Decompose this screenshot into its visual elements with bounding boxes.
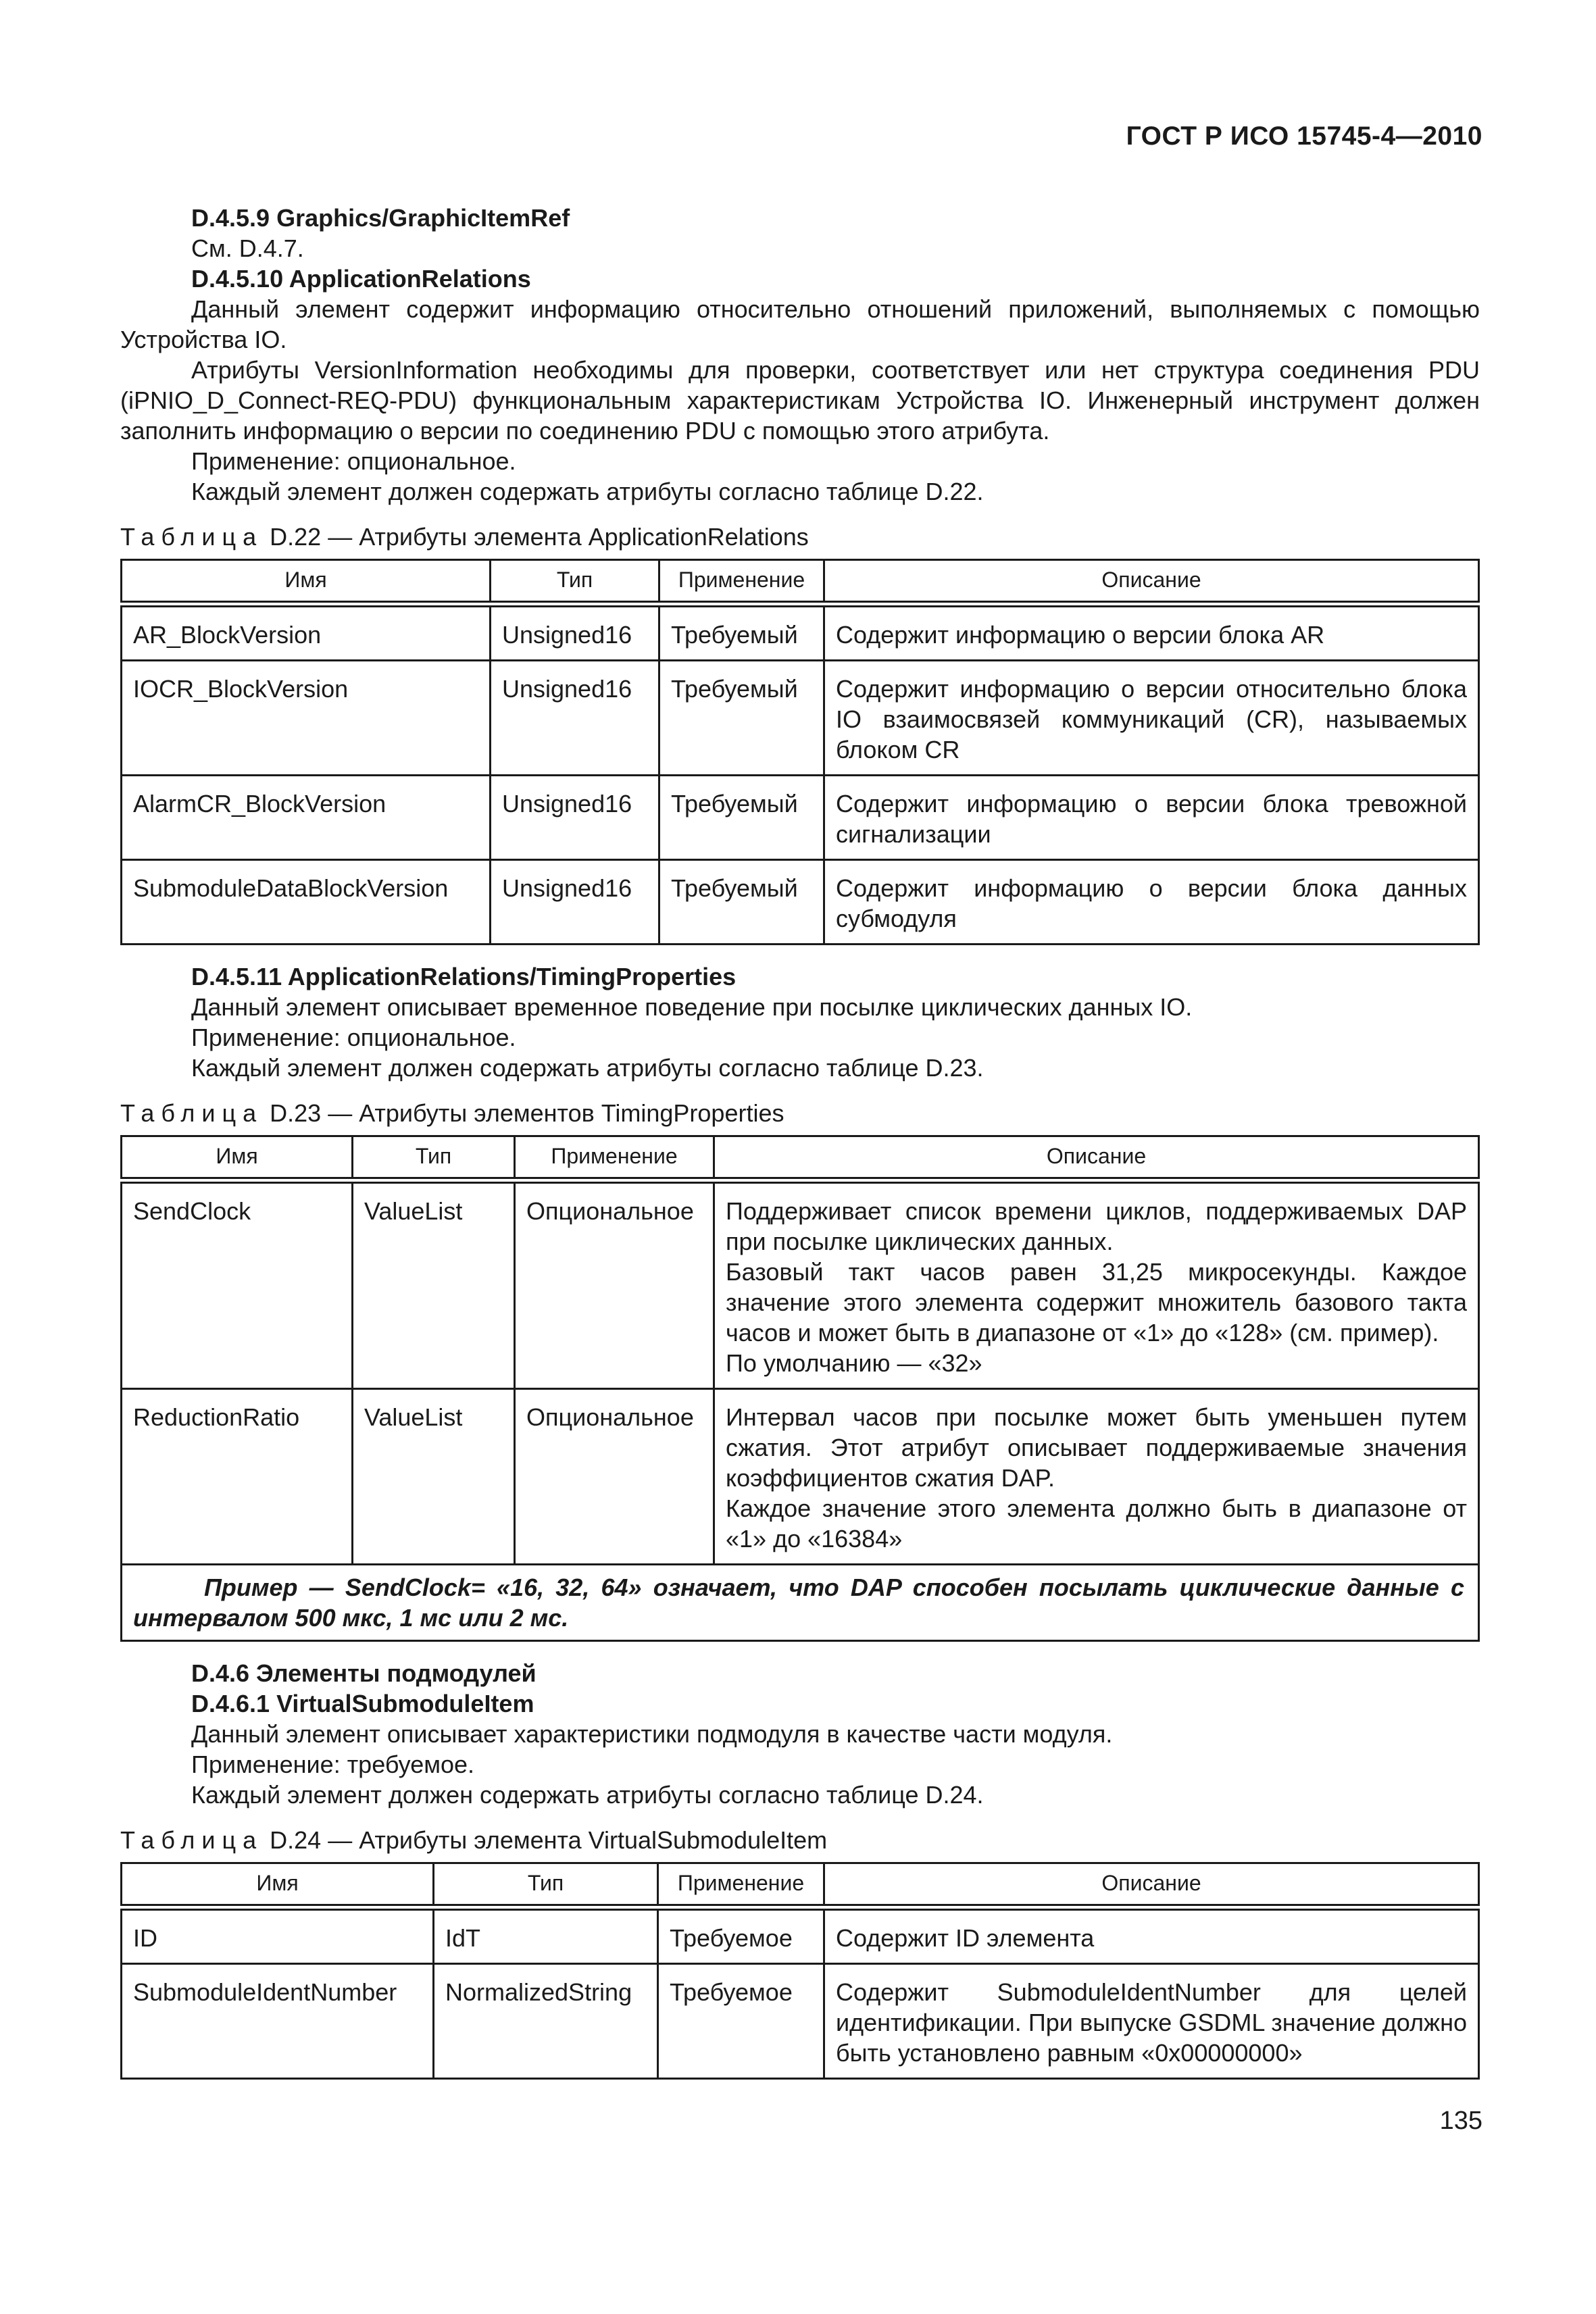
cell-description: Содержит информацию о версии блока тревожной сигнализации [824, 776, 1479, 860]
cell-description: Содержит информацию о версии блока данных субмодуля [824, 860, 1479, 945]
paragraph: Данный элемент описывает характеристики подмодуля в качестве части модуля. [191, 1720, 1113, 1748]
cell-type: Unsigned16 [491, 604, 659, 661]
table-row [122, 860, 1479, 945]
table-row [122, 1180, 1479, 1389]
cell-description [714, 1389, 1479, 1565]
cell-type: ValueList [353, 1389, 515, 1565]
cell-description: Содержит информацию о версии относительно блока IO взаимосвязей коммуникаций (CR), называемых блоком CR [824, 661, 1479, 776]
cell-description: Содержит SubmoduleIdentNumber для целей идентификации. При выпуске GSDML значение должно быть установлено равным «0x00000000» [824, 1964, 1479, 2079]
table-word: Таблица [120, 1099, 264, 1127]
table-word: Таблица [120, 1826, 264, 1854]
cell-name: SendClock [122, 1180, 353, 1389]
table-header-row [122, 1136, 1479, 1181]
cell-name: SubmoduleIdentNumber [122, 1964, 434, 2079]
cell-type: ValueList [353, 1180, 515, 1389]
table-row [122, 776, 1479, 860]
table-row [122, 1907, 1479, 1964]
paragraph: Применение: требуемое. [191, 1751, 475, 1778]
cell-name: AR_BlockVersion [122, 604, 491, 661]
cell-type: NormalizedString [434, 1964, 658, 2079]
paragraph: Атрибуты VersionInformation необходимы для проверки, соответствует или нет структура соединения PDU (iPNIO_D_Connect-REQ-PDU) функциональным характеристикам Устройства IO. Инженерный инструмент должен заполнить информацию о версии по соединению PDU с помощью этого атрибута. [120, 356, 1480, 445]
cell-name: AlarmCR_BlockVersion [122, 776, 491, 860]
column-header: Применение [658, 1863, 824, 1908]
table-caption-text: D.22 — Атрибуты элемента ApplicationRelations [263, 523, 809, 551]
paragraph: Каждый элемент должен содержать атрибуты согласно таблице D.23. [191, 1054, 984, 1082]
table-caption-text: D.24 — Атрибуты элемента VirtualSubmoduleItem [263, 1826, 828, 1854]
column-header: Описание [714, 1136, 1479, 1181]
table-caption [120, 522, 1480, 552]
column-header: Описание [824, 1863, 1479, 1908]
cell-name: SubmoduleDataBlockVersion [122, 860, 491, 945]
cell-type: Unsigned16 [491, 661, 659, 776]
cell-usage: Требуемый [659, 860, 824, 945]
cell-name: IOCR_BlockVersion [122, 661, 491, 776]
table-header-row [122, 560, 1479, 605]
description-line: По умолчанию — «32» [726, 1349, 982, 1377]
paragraph: Каждый элемент должен содержать атрибуты согласно таблице D.22. [191, 478, 984, 505]
paragraph: Применение: опциональное. [191, 447, 516, 475]
paragraph: Применение: опциональное. [191, 1024, 516, 1051]
column-header: Описание [824, 560, 1479, 605]
paragraph: Каждый элемент должен содержать атрибуты согласно таблице D.24. [191, 1781, 984, 1809]
paragraph: Данный элемент описывает временное поведение при посылке циклических данных IO. [191, 993, 1193, 1021]
table-d23 [120, 1135, 1480, 1642]
section-heading: D.4.5.9 Graphics/GraphicItemRef [191, 204, 570, 232]
paragraph: См. D.4.7. [191, 234, 304, 262]
description-line: Базовый такт часов равен 31,25 микросекунды. Каждое значение этого элемента содержит множитель базового такта часов и может быть в диапазоне от «1» до «128» (см. пример). [726, 1258, 1467, 1347]
cell-description: Содержит ID элемента [824, 1907, 1479, 1964]
table-header-row [122, 1863, 1479, 1908]
page-number: 135 [1439, 2107, 1482, 2135]
column-header: Тип [491, 560, 659, 605]
table-row [122, 661, 1479, 776]
table-row [122, 1389, 1479, 1565]
column-header: Применение [515, 1136, 714, 1181]
description-line: Поддерживает список времени циклов, поддерживаемых DAP при посылке циклических данных. [726, 1197, 1467, 1255]
table-row [122, 1964, 1479, 2079]
table-row [122, 604, 1479, 661]
column-header: Имя [122, 1136, 353, 1181]
table-note: Пример — SendClock= «16, 32, 64» означает, что DAP способен посылать циклические данные с интервалом 500 мкс, 1 мс или 2 мс. [122, 1565, 1479, 1641]
cell-usage: Требуемый [659, 661, 824, 776]
standard-header: ГОСТ Р ИСО 15745-4—2010 [1126, 122, 1482, 151]
paragraph: Данный элемент содержит информацию относительно отношений приложений, выполняемых с помощью Устройства IO. [120, 295, 1480, 353]
column-header: Применение [659, 560, 824, 605]
description-line: Интервал часов при посылке может быть уменьшен путем сжатия. Этот атрибут описывает поддерживаемые значения коэффициентов сжатия DAP. [726, 1403, 1467, 1492]
cell-usage: Опциональное [515, 1389, 714, 1565]
cell-usage: Требуемый [659, 604, 824, 661]
cell-description [714, 1180, 1479, 1389]
table-caption [120, 1825, 1480, 1855]
column-header: Тип [434, 1863, 658, 1908]
cell-usage: Опциональное [515, 1180, 714, 1389]
table-caption [120, 1098, 1480, 1128]
cell-name: ReductionRatio [122, 1389, 353, 1565]
cell-usage: Требуемое [658, 1907, 824, 1964]
table-caption-text: D.23 — Атрибуты элементов TimingProperties [263, 1099, 784, 1127]
cell-name: ID [122, 1907, 434, 1964]
table-d24 [120, 1862, 1480, 2080]
cell-type: Unsigned16 [491, 776, 659, 860]
column-header: Тип [353, 1136, 515, 1181]
table-note-row [122, 1565, 1479, 1641]
section-heading: D.4.5.11 ApplicationRelations/TimingProperties [191, 963, 737, 990]
column-header: Имя [122, 1863, 434, 1908]
description-line: Каждое значение этого элемента должно быть в диапазоне от «1» до «16384» [726, 1494, 1467, 1553]
section-heading: D.4.6.1 VirtualSubmoduleItem [191, 1690, 534, 1717]
section-heading: D.4.5.10 ApplicationRelations [191, 265, 531, 293]
cell-description: Содержит информацию о версии блока AR [824, 604, 1479, 661]
section-heading: D.4.6 Элементы подмодулей [191, 1659, 537, 1687]
table-d22 [120, 559, 1480, 945]
cell-type: IdT [434, 1907, 658, 1964]
cell-type: Unsigned16 [491, 860, 659, 945]
table-word: Таблица [120, 523, 264, 551]
cell-usage: Требуемый [659, 776, 824, 860]
cell-usage: Требуемое [658, 1964, 824, 2079]
column-header: Имя [122, 560, 491, 605]
page-content [120, 203, 1480, 2096]
